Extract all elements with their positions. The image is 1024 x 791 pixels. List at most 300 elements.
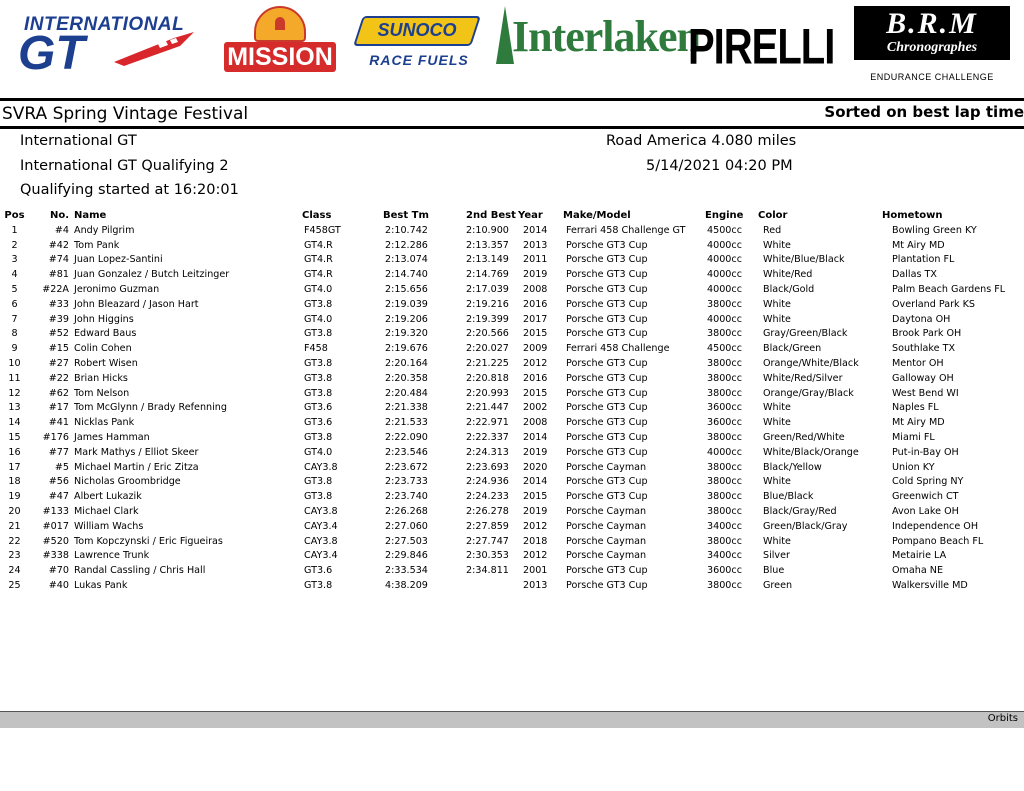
cell-hometown: Overland Park KS	[892, 298, 976, 310]
cell-class: GT4.R	[304, 239, 333, 251]
cell-engine: 4500cc	[707, 224, 742, 236]
cell-engine: 3800cc	[707, 491, 742, 503]
cell-second-best: 2:13.149	[466, 254, 509, 266]
col-header-color: Color	[758, 210, 788, 221]
cell-color: White	[763, 535, 791, 547]
table-row	[0, 445, 1024, 460]
series-name: International GT	[20, 133, 137, 149]
table-row	[0, 312, 1024, 327]
brm-logo	[854, 6, 1012, 86]
cell-pos: 22	[8, 535, 21, 547]
brm-logo-tagline: ENDURANCE CHALLENGE	[870, 72, 994, 82]
cell-engine: 4000cc	[707, 269, 742, 281]
cell-pos: 7	[11, 313, 18, 325]
cell-color: Orange/Gray/Black	[763, 387, 854, 399]
international-gt-logo	[18, 12, 196, 82]
pirelli-logo-text: PIRELLI	[688, 19, 835, 75]
cell-make-model: Porsche GT3 Cup	[566, 358, 648, 370]
cell-hometown: Miami FL	[892, 432, 935, 444]
cell-second-best: 2:30.353	[466, 550, 509, 562]
cell-pos: 3	[11, 254, 18, 266]
cell-second-best: 2:20.818	[466, 372, 509, 384]
cell-color: Blue	[763, 565, 785, 577]
cell-make-model: Porsche GT3 Cup	[566, 432, 648, 444]
cell-best-time: 2:23.740	[385, 491, 428, 503]
bell-icon	[254, 6, 306, 42]
cell-no: #33	[48, 298, 69, 310]
cell-make-model: Ferrari 458 Challenge GT	[566, 224, 686, 236]
cell-year: 2008	[523, 284, 548, 296]
cell-make-model: Porsche GT3 Cup	[566, 476, 648, 488]
cell-best-time: 2:20.358	[385, 372, 428, 384]
cell-color: White/Black/Orange	[763, 446, 859, 458]
session-start: Qualifying started at 16:20:01	[20, 182, 239, 198]
cell-hometown: Independence OH	[892, 520, 979, 532]
cell-color: White	[763, 298, 791, 310]
cell-best-time: 2:23.546	[385, 446, 428, 458]
cell-second-best: 2:24.233	[466, 491, 509, 503]
cell-no: #52	[48, 328, 69, 340]
table-row	[0, 475, 1024, 490]
cell-pos: 17	[8, 461, 21, 473]
interlaken-logo	[494, 2, 700, 72]
table-row	[0, 489, 1024, 504]
cell-name: John Higgins	[74, 313, 134, 325]
cell-best-time: 2:33.534	[385, 565, 428, 577]
cell-color: White	[763, 239, 791, 251]
cell-class: GT3.8	[304, 476, 333, 488]
cell-engine: 3800cc	[707, 432, 742, 444]
cell-second-best: 2:17.039	[466, 284, 509, 296]
cell-no: #27	[48, 358, 69, 370]
col-header-best: Best Tm	[383, 210, 429, 221]
cell-name: John Bleazard / Jason Hart	[74, 298, 199, 310]
col-header-year: Year	[518, 210, 543, 221]
col-header-class: Class	[302, 210, 332, 221]
cell-hometown: Greenwich CT	[892, 491, 959, 503]
cell-best-time: 2:19.039	[385, 298, 428, 310]
cell-best-time: 2:26.268	[385, 506, 428, 518]
cell-class: GT3.6	[304, 565, 333, 577]
cell-class: GT3.8	[304, 298, 333, 310]
cell-no: #47	[48, 491, 69, 503]
cell-name: Edward Baus	[74, 328, 137, 340]
cell-no: #17	[48, 402, 69, 414]
cell-year: 2018	[523, 535, 548, 547]
cell-second-best: 2:20.566	[466, 328, 509, 340]
cell-year: 2014	[523, 224, 548, 236]
cell-make-model: Porsche GT3 Cup	[566, 417, 648, 429]
cell-make-model: Porsche GT3 Cup	[566, 387, 648, 399]
cell-best-time: 2:23.672	[385, 461, 428, 473]
cell-engine: 3800cc	[707, 580, 742, 592]
cell-pos: 25	[8, 580, 21, 592]
cell-pos: 24	[8, 565, 21, 577]
cell-hometown: Put-in-Bay OH	[892, 446, 959, 458]
cell-name: Tom Nelson	[74, 387, 130, 399]
cell-pos: 15	[8, 432, 21, 444]
cell-class: GT3.8	[304, 580, 333, 592]
cell-make-model: Porsche Cayman	[566, 535, 647, 547]
cell-best-time: 2:12.286	[385, 239, 428, 251]
cell-class: GT3.8	[304, 328, 333, 340]
cell-make-model: Porsche Cayman	[566, 550, 647, 562]
cell-no: #81	[48, 269, 69, 281]
col-header-make: Make/Model	[563, 210, 631, 221]
cell-hometown: Metairie LA	[892, 550, 947, 562]
cell-color: Black/Gold	[763, 284, 815, 296]
cell-color: Green/Red/White	[763, 432, 845, 444]
cell-color: Green/Black/Gray	[763, 520, 848, 532]
cell-best-time: 2:22.090	[385, 432, 428, 444]
cell-best-time: 2:20.484	[385, 387, 428, 399]
cell-class: CAY3.8	[304, 535, 338, 547]
cell-class: CAY3.8	[304, 506, 338, 518]
cell-engine: 3800cc	[707, 461, 742, 473]
cell-engine: 3800cc	[707, 372, 742, 384]
cell-no: #56	[48, 476, 69, 488]
cell-no: #338	[42, 550, 69, 562]
cell-make-model: Porsche GT3 Cup	[566, 491, 648, 503]
table-row	[0, 460, 1024, 475]
table-row	[0, 415, 1024, 430]
cell-best-time: 2:21.533	[385, 417, 428, 429]
cell-second-best: 2:19.399	[466, 313, 509, 325]
cell-second-best: 2:14.769	[466, 269, 509, 281]
cell-hometown: Bowling Green KY	[892, 224, 977, 236]
sunoco-logo-text: SUNOCO	[377, 20, 457, 40]
cell-engine: 3600cc	[707, 417, 742, 429]
cell-color: White	[763, 313, 791, 325]
cell-name: Tom McGlynn / Brady Refenning	[74, 402, 227, 414]
cell-engine: 3800cc	[707, 476, 742, 488]
cell-pos: 12	[8, 387, 21, 399]
cell-pos: 19	[8, 491, 21, 503]
cell-no: #133	[42, 506, 69, 518]
table-row	[0, 430, 1024, 445]
cell-second-best: 2:23.693	[466, 461, 509, 473]
cell-pos: 23	[8, 550, 21, 562]
col-header-pos: Pos	[4, 210, 25, 221]
cell-engine: 3800cc	[707, 328, 742, 340]
cell-name: Juan Gonzalez / Butch Leitzinger	[74, 269, 230, 281]
cell-hometown: Palm Beach Gardens FL	[892, 284, 1006, 296]
cell-best-time: 2:27.503	[385, 535, 428, 547]
cell-year: 2012	[523, 358, 548, 370]
cell-color: White	[763, 417, 791, 429]
cell-pos: 8	[11, 328, 18, 340]
cell-best-time: 4:38.209	[385, 580, 428, 592]
cell-year: 2013	[523, 239, 548, 251]
cell-hometown: Galloway OH	[892, 372, 954, 384]
cell-engine: 3600cc	[707, 565, 742, 577]
cell-best-time: 2:23.733	[385, 476, 428, 488]
cell-make-model: Porsche GT3 Cup	[566, 565, 648, 577]
cell-pos: 18	[8, 476, 21, 488]
cell-no: #22A	[42, 284, 69, 296]
cell-color: White/Blue/Black	[763, 254, 845, 266]
cell-best-time: 2:19.320	[385, 328, 428, 340]
cell-make-model: Porsche GT3 Cup	[566, 402, 648, 414]
table-row	[0, 519, 1024, 534]
cell-second-best: 2:27.747	[466, 535, 509, 547]
cell-engine: 3400cc	[707, 550, 742, 562]
table-row	[0, 386, 1024, 401]
cell-year: 2015	[523, 387, 548, 399]
cell-no: #40	[48, 580, 69, 592]
cell-second-best: 2:24.313	[466, 446, 509, 458]
cell-make-model: Ferrari 458 Challenge	[566, 343, 670, 355]
cell-pos: 1	[11, 224, 18, 236]
cell-year: 2008	[523, 417, 548, 429]
table-row	[0, 578, 1024, 593]
cell-pos: 14	[8, 417, 21, 429]
cell-make-model: Porsche GT3 Cup	[566, 284, 648, 296]
cell-color: Black/Yellow	[763, 461, 822, 473]
cell-best-time: 2:21.338	[385, 402, 428, 414]
cell-engine: 4000cc	[707, 446, 742, 458]
cell-pos: 2	[11, 239, 18, 251]
cell-best-time: 2:14.740	[385, 269, 428, 281]
cell-pos: 6	[11, 298, 18, 310]
cell-color: White	[763, 402, 791, 414]
sunoco-logo	[358, 6, 478, 70]
cell-name: Colin Cohen	[74, 343, 132, 355]
cell-engine: 4000cc	[707, 284, 742, 296]
cell-year: 2012	[523, 550, 548, 562]
cell-pos: 9	[11, 343, 18, 355]
cell-second-best: 2:34.811	[466, 565, 509, 577]
cell-year: 2015	[523, 491, 548, 503]
cell-best-time: 2:19.206	[385, 313, 428, 325]
cell-engine: 3800cc	[707, 535, 742, 547]
cell-second-best: 2:13.357	[466, 239, 509, 251]
brm-logo-text: B.R.M	[886, 7, 978, 40]
cell-best-time: 2:13.074	[385, 254, 428, 266]
footer-label: Orbits	[987, 713, 1018, 724]
cell-class: GT3.8	[304, 372, 333, 384]
col-header-hometown: Hometown	[882, 210, 943, 221]
cell-make-model: Porsche GT3 Cup	[566, 254, 648, 266]
cell-no: #62	[48, 387, 69, 399]
cell-year: 2009	[523, 343, 548, 355]
cell-color: Blue/Black	[763, 491, 814, 503]
cell-name: Tom Pank	[74, 239, 120, 251]
cell-year: 2014	[523, 432, 548, 444]
cell-second-best: 2:10.900	[466, 224, 509, 236]
brm-logo-subtext: Chronographes	[886, 40, 978, 55]
cell-hometown: Mt Airy MD	[892, 239, 945, 251]
table-row	[0, 371, 1024, 386]
cell-make-model: Porsche Cayman	[566, 520, 647, 532]
cell-hometown: Omaha NE	[892, 565, 944, 577]
international-gt-logo-main: GT	[18, 27, 85, 80]
cell-second-best: 2:27.859	[466, 520, 509, 532]
cell-second-best: 2:24.936	[466, 476, 509, 488]
international-gt-logo-top: INTERNATIONAL	[24, 14, 185, 35]
col-header-engine: Engine	[705, 210, 744, 221]
cell-second-best: 2:20.993	[466, 387, 509, 399]
cell-no: #017	[42, 520, 69, 532]
cell-name: Jeronimo Guzman	[74, 284, 160, 296]
cell-color: Orange/White/Black	[763, 358, 859, 370]
cell-engine: 4500cc	[707, 343, 742, 355]
cell-engine: 4000cc	[707, 254, 742, 266]
cell-hometown: Dallas TX	[892, 269, 937, 281]
cell-year: 2012	[523, 520, 548, 532]
header-top-rule	[0, 98, 1024, 101]
cell-make-model: Porsche GT3 Cup	[566, 328, 648, 340]
cell-best-time: 2:10.742	[385, 224, 428, 236]
cell-class: CAY3.8	[304, 461, 338, 473]
cell-no: #5	[54, 461, 69, 473]
cell-year: 2014	[523, 476, 548, 488]
cell-make-model: Porsche Cayman	[566, 506, 647, 518]
cell-hometown: Pompano Beach FL	[892, 535, 984, 547]
cell-pos: 20	[8, 506, 21, 518]
track-name: Road America 4.080 miles	[606, 133, 797, 149]
cell-name: Lukas Pank	[74, 580, 128, 592]
cell-name: Nicholas Groombridge	[74, 476, 181, 488]
cell-pos: 4	[11, 269, 18, 281]
cell-name: Mark Mathys / Elliot Skeer	[74, 446, 199, 458]
cell-hometown: Southlake TX	[892, 343, 956, 355]
cell-pos: 13	[8, 402, 21, 414]
cell-hometown: Walkersville MD	[892, 580, 968, 592]
cell-second-best: 2:26.278	[466, 506, 509, 518]
cell-no: #77	[48, 446, 69, 458]
cell-class: GT4.0	[304, 446, 333, 458]
cell-name: Nicklas Pank	[74, 417, 135, 429]
cell-make-model: Porsche GT3 Cup	[566, 239, 648, 251]
cell-pos: 10	[8, 358, 21, 370]
table-row	[0, 534, 1024, 549]
cell-name: Tom Kopczynski / Eric Figueiras	[74, 535, 223, 547]
session-name: International GT Qualifying 2	[20, 158, 229, 174]
cell-year: 2019	[523, 269, 548, 281]
cell-pos: 5	[11, 284, 18, 296]
cell-second-best	[466, 578, 518, 593]
cell-second-best: 2:22.971	[466, 417, 509, 429]
cell-no: #41	[48, 417, 69, 429]
cell-no: #4	[54, 224, 69, 236]
cell-best-time: 2:19.676	[385, 343, 428, 355]
cell-hometown: Avon Lake OH	[892, 506, 959, 518]
cell-no: #520	[42, 535, 69, 547]
results-body	[0, 223, 1024, 593]
cell-engine: 3600cc	[707, 402, 742, 414]
footer-bar	[0, 711, 1024, 728]
session-datetime: 5/14/2021 04:20 PM	[646, 158, 793, 174]
cell-class: CAY3.4	[304, 550, 338, 562]
col-header-no: No.	[49, 210, 69, 221]
cell-class: GT3.8	[304, 358, 333, 370]
cell-second-best: 2:21.447	[466, 402, 509, 414]
cell-class: GT4.R	[304, 254, 333, 266]
checkered-swoosh-icon	[114, 32, 194, 66]
sort-note: Sorted on best lap time	[824, 103, 1024, 121]
cell-engine: 3800cc	[707, 358, 742, 370]
cell-no: #176	[42, 432, 69, 444]
cell-color: Gray/Green/Black	[763, 328, 848, 340]
cell-class: F458GT	[304, 224, 341, 236]
table-row	[0, 356, 1024, 371]
cell-engine: 3800cc	[707, 387, 742, 399]
cell-engine: 3800cc	[707, 298, 742, 310]
cell-pos: 16	[8, 446, 21, 458]
cell-hometown: Plantation FL	[892, 254, 955, 266]
cell-year: 2019	[523, 446, 548, 458]
cell-class: GT4.0	[304, 313, 333, 325]
cell-second-best: 2:21.225	[466, 358, 509, 370]
cell-year: 2019	[523, 506, 548, 518]
interlaken-logo-text: Interlaken	[512, 12, 700, 61]
cell-hometown: Naples FL	[892, 402, 939, 414]
cell-year: 2015	[523, 328, 548, 340]
table-row	[0, 563, 1024, 578]
cell-year: 2001	[523, 565, 548, 577]
cell-make-model: Porsche Cayman	[566, 461, 647, 473]
cell-name: James Hamman	[74, 432, 150, 444]
cell-no: #39	[48, 313, 69, 325]
cell-class: GT3.6	[304, 402, 333, 414]
cell-best-time: 2:20.164	[385, 358, 428, 370]
cell-color: White	[763, 476, 791, 488]
cell-color: Silver	[763, 550, 790, 562]
cell-color: Red	[763, 224, 782, 236]
cell-name: Juan Lopez-Santini	[74, 254, 163, 266]
col-header-name: Name	[74, 210, 107, 221]
cell-class: GT3.8	[304, 491, 333, 503]
cell-color: White/Red/Silver	[763, 372, 843, 384]
mission-logo-text: MISSION	[224, 42, 336, 72]
pirelli-logo	[688, 12, 835, 75]
cell-hometown: Daytona OH	[892, 313, 951, 325]
table-row	[0, 253, 1024, 268]
cell-year: 2013	[523, 580, 548, 592]
cell-class: F458	[304, 343, 328, 355]
cell-pos: 21	[8, 520, 21, 532]
table-row	[0, 504, 1024, 519]
brm-logo-box	[854, 6, 1010, 60]
cell-class: GT3.6	[304, 417, 333, 429]
header-bottom-rule	[0, 126, 1024, 129]
cell-best-time: 2:15.656	[385, 284, 428, 296]
sponsor-logos	[0, 0, 1024, 95]
cell-engine: 3800cc	[707, 506, 742, 518]
table-row	[0, 549, 1024, 564]
cell-hometown: Mentor OH	[892, 358, 944, 370]
table-row	[0, 341, 1024, 356]
table-row	[0, 401, 1024, 416]
cell-no: #74	[48, 254, 69, 266]
cell-name: Brian Hicks	[74, 372, 128, 384]
cell-year: 2020	[523, 461, 548, 473]
cell-engine: 4000cc	[707, 313, 742, 325]
cell-year: 2016	[523, 372, 548, 384]
cell-class: GT4.0	[304, 284, 333, 296]
cell-class: GT3.8	[304, 387, 333, 399]
cell-name: Michael Martin / Eric Zitza	[74, 461, 199, 473]
cell-hometown: Brook Park OH	[892, 328, 962, 340]
cell-make-model: Porsche GT3 Cup	[566, 580, 648, 592]
cell-engine: 4000cc	[707, 239, 742, 251]
cell-second-best: 2:22.337	[466, 432, 509, 444]
cell-second-best: 2:20.027	[466, 343, 509, 355]
cell-best-time: 2:29.846	[385, 550, 428, 562]
cell-make-model: Porsche GT3 Cup	[566, 446, 648, 458]
table-row	[0, 282, 1024, 297]
